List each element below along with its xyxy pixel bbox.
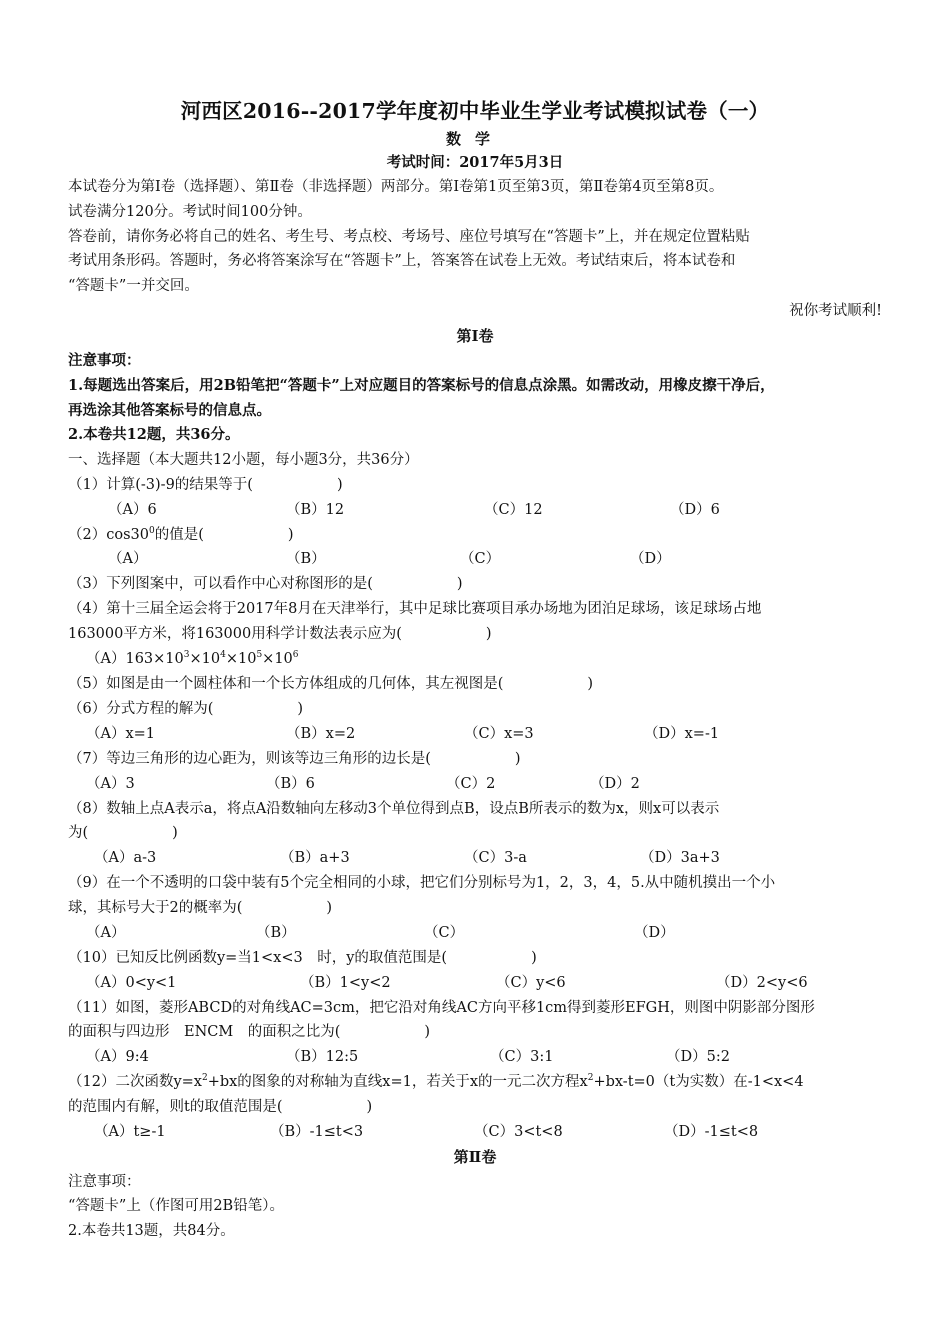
intro-line: 考试用条形码。答题时，务必将答案涂写在“答题卡”上，答案答在试卷上无效。考试结束后，将本试卷和 bbox=[68, 253, 736, 269]
answer-paren: ) bbox=[456, 576, 463, 592]
question-stem: （7）等边三角形的边心距为，则该等边三角形的边长是( bbox=[68, 751, 431, 767]
subject-title: 数学 bbox=[445, 130, 504, 148]
q7-option-d: （D）2 bbox=[590, 776, 640, 792]
part2-note: 2.本卷共13题，共84分。 bbox=[68, 1223, 235, 1239]
exponent: 6 bbox=[292, 650, 299, 660]
question-11 bbox=[68, 1022, 430, 1042]
q6-option-d: （D）x=-1 bbox=[644, 726, 720, 742]
intro-line: “答题卡”一并交回。 bbox=[68, 278, 199, 294]
q9-option-b: （B） bbox=[256, 925, 296, 941]
question-stem: 163000平方米，将163000用科学计数法表示应为( bbox=[68, 626, 402, 642]
question-5 bbox=[68, 674, 593, 694]
q1-option-c: （C）12 bbox=[484, 502, 543, 518]
answer-paren: ) bbox=[172, 825, 178, 841]
exponent: 5 bbox=[256, 650, 263, 660]
q10-option-d: （D）2<y<6 bbox=[716, 975, 808, 991]
q6-option-a: （A）x=1 bbox=[86, 726, 156, 742]
exponent: 2 bbox=[201, 1073, 208, 1083]
part1-notice-label: 注意事项： bbox=[68, 352, 141, 369]
question-stem: 球，其标号大于2的概率为( bbox=[68, 900, 243, 916]
answer-paren: ) bbox=[485, 626, 492, 642]
question-stem: 的范围内有解，则t的取值范围是( bbox=[68, 1099, 283, 1115]
question-stem: 为( bbox=[68, 825, 89, 841]
question-9-line: （9）在一个不透明的口袋中装有5个完全相同的小球，把它们分别标号为1，2，3，4，5.从中随机摸出一个小 bbox=[68, 875, 776, 891]
q8-option-a: （A）a-3 bbox=[94, 850, 157, 866]
q2-option-a: （A） bbox=[108, 551, 148, 567]
good-luck-text: 祝你考试顺利! bbox=[789, 303, 882, 319]
q9-option-a: （A） bbox=[86, 925, 126, 941]
question-2 bbox=[68, 525, 294, 545]
question-9 bbox=[68, 898, 332, 918]
option-text: ×10 bbox=[189, 651, 221, 667]
intro-line: 答卷前，请你务必将自己的姓名、考生号、考点校、考场号、座位号填写在“答题卡”上，并在规定位置粘贴 bbox=[68, 229, 750, 245]
question-stem: +bx的图象的对称轴为直线x=1，若关于x的一元二次方程x bbox=[207, 1074, 588, 1090]
q8-option-b: （B）a+3 bbox=[280, 850, 350, 866]
question-7 bbox=[68, 749, 521, 769]
answer-paren: ) bbox=[587, 676, 594, 692]
q9-option-c: （C） bbox=[424, 925, 465, 941]
part2-notice-label: 注意事项： bbox=[68, 1174, 141, 1190]
q12-option-d: （D）-1≤t<8 bbox=[664, 1124, 759, 1140]
answer-paren: ) bbox=[514, 751, 521, 767]
intro-line: 本试卷分为第Ⅰ卷（选择题）、第Ⅱ卷（非选择题）两部分。第Ⅰ卷第1页至第3页，第Ⅱ卷第4页至第8页。 bbox=[68, 179, 724, 195]
intro-line: 试卷满分120分。考试时间100分钟。 bbox=[68, 204, 312, 220]
q1-option-a: （A）6 bbox=[108, 502, 157, 518]
question-stem: （12）二次函数y=x bbox=[68, 1074, 202, 1090]
option-text: （A）163×10 bbox=[86, 651, 184, 667]
q10-option-c: （C）y<6 bbox=[496, 975, 566, 991]
part2-heading: 第Ⅱ卷 bbox=[453, 1148, 497, 1166]
q6-option-b: （B）x=2 bbox=[286, 726, 356, 742]
q12-option-b: （B）-1≤t<3 bbox=[270, 1124, 364, 1140]
question-stem: （10）已知反比例函数y=当1<x<3 时，y的取值范围是( bbox=[68, 950, 448, 966]
question-stem: 的值是( bbox=[154, 527, 204, 543]
part1-note: 1.每题选出答案后，用2B铅笔把“答题卡”上对应题目的答案标号的信息点涂黑。如需改动，用橡皮擦干净后， bbox=[68, 377, 775, 394]
question-12-line bbox=[68, 1072, 804, 1092]
q11-option-b: （B）12:5 bbox=[286, 1049, 359, 1065]
q4-option-a bbox=[86, 649, 299, 669]
question-11-line: （11）如图，菱形ABCD的对角线AC=3cm，把它沿对角线AC方向平移1cm得到菱形EFGH，则图中阴影部分图形 bbox=[68, 1000, 815, 1016]
q12-option-c: （C）3<t<8 bbox=[474, 1124, 563, 1140]
q11-option-c: （C）3:1 bbox=[490, 1049, 554, 1065]
question-stem: （5）如图是由一个圆柱体和一个长方体组成的几何体，其左视图是( bbox=[68, 676, 504, 692]
question-stem: +bx-t=0（t为实数）在-1<x<4 bbox=[593, 1074, 804, 1090]
exponent: 2 bbox=[587, 1073, 594, 1083]
q2-option-d: （D） bbox=[630, 551, 671, 567]
q1-option-d: （D）6 bbox=[670, 502, 720, 518]
exam-title: 河西区2016--2017学年度初中毕业生学业考试模拟试卷（一） bbox=[180, 99, 770, 123]
q8-option-c: （C）3-a bbox=[464, 850, 527, 866]
q7-option-c: （C）2 bbox=[446, 776, 496, 792]
part1-heading: 第Ⅰ卷 bbox=[456, 327, 494, 345]
section-heading: 一、选择题（本大题共12小题，每小题3分，共36分） bbox=[68, 452, 419, 468]
question-stem: （1）计算(-3)-9的结果等于( bbox=[68, 477, 253, 493]
question-6 bbox=[68, 699, 303, 719]
question-1 bbox=[68, 475, 343, 495]
exponent: 4 bbox=[220, 650, 226, 660]
answer-paren: ) bbox=[326, 900, 333, 916]
question-12 bbox=[68, 1097, 372, 1117]
q2-option-c: （C） bbox=[460, 551, 501, 567]
part2-note: “答题卡”上（作图可用2B铅笔）。 bbox=[68, 1198, 284, 1214]
question-8 bbox=[68, 823, 178, 843]
answer-paren: ) bbox=[424, 1024, 431, 1040]
q7-option-a: （A）3 bbox=[86, 776, 135, 792]
question-4-line: （4）第十三届全运会将于2017年8月在天津举行，其中足球比赛项目承办场地为团泊足球场，该足球场占地 bbox=[68, 601, 762, 617]
q10-option-a: （A）0<y<1 bbox=[86, 975, 177, 991]
question-stem: （2）cos30 bbox=[68, 527, 149, 543]
q9-option-d: （D） bbox=[634, 925, 675, 941]
question-3 bbox=[68, 574, 463, 594]
q1-option-b: （B）12 bbox=[286, 502, 345, 518]
option-text: ×10 bbox=[262, 651, 293, 667]
question-stem: （6）分式方程的解为( bbox=[68, 701, 214, 717]
q7-option-b: （B）6 bbox=[266, 776, 315, 792]
option-text: ×10 bbox=[225, 651, 257, 667]
answer-paren: ) bbox=[336, 477, 343, 493]
answer-paren: ) bbox=[297, 701, 304, 717]
exponent: 3 bbox=[183, 650, 190, 660]
q6-option-c: （C）x=3 bbox=[464, 726, 534, 742]
question-stem: 的面积与四边形 ENCM 的面积之比为( bbox=[68, 1024, 341, 1040]
q12-option-a: （A）t≥-1 bbox=[94, 1124, 166, 1140]
question-8-line: （8）数轴上点A表示a，将点A沿数轴向左移动3个单位得到点B，设点B所表示的数为x，则x可以表示 bbox=[68, 801, 720, 817]
question-stem: （3）下列图案中，可以看作中心对称图形的是( bbox=[68, 576, 373, 592]
answer-paren: ) bbox=[287, 527, 294, 543]
question-10 bbox=[68, 948, 537, 968]
part1-note: 2.本卷共12题，共36分。 bbox=[68, 426, 240, 443]
q2-option-b: （B） bbox=[286, 551, 326, 567]
question-4 bbox=[68, 624, 492, 644]
part1-note: 再选涂其他答案标号的信息点。 bbox=[68, 402, 271, 419]
degree-sup: 0 bbox=[148, 526, 155, 536]
q11-option-a: （A）9:4 bbox=[86, 1049, 149, 1065]
q10-option-b: （B）1<y<2 bbox=[300, 975, 391, 991]
answer-paren: ) bbox=[531, 950, 537, 966]
exam-time: 考试时间：2017年5月3日 bbox=[386, 154, 564, 171]
q11-option-d: （D）5:2 bbox=[666, 1049, 730, 1065]
q8-option-d: （D）3a+3 bbox=[640, 850, 720, 866]
answer-paren: ) bbox=[366, 1099, 373, 1115]
